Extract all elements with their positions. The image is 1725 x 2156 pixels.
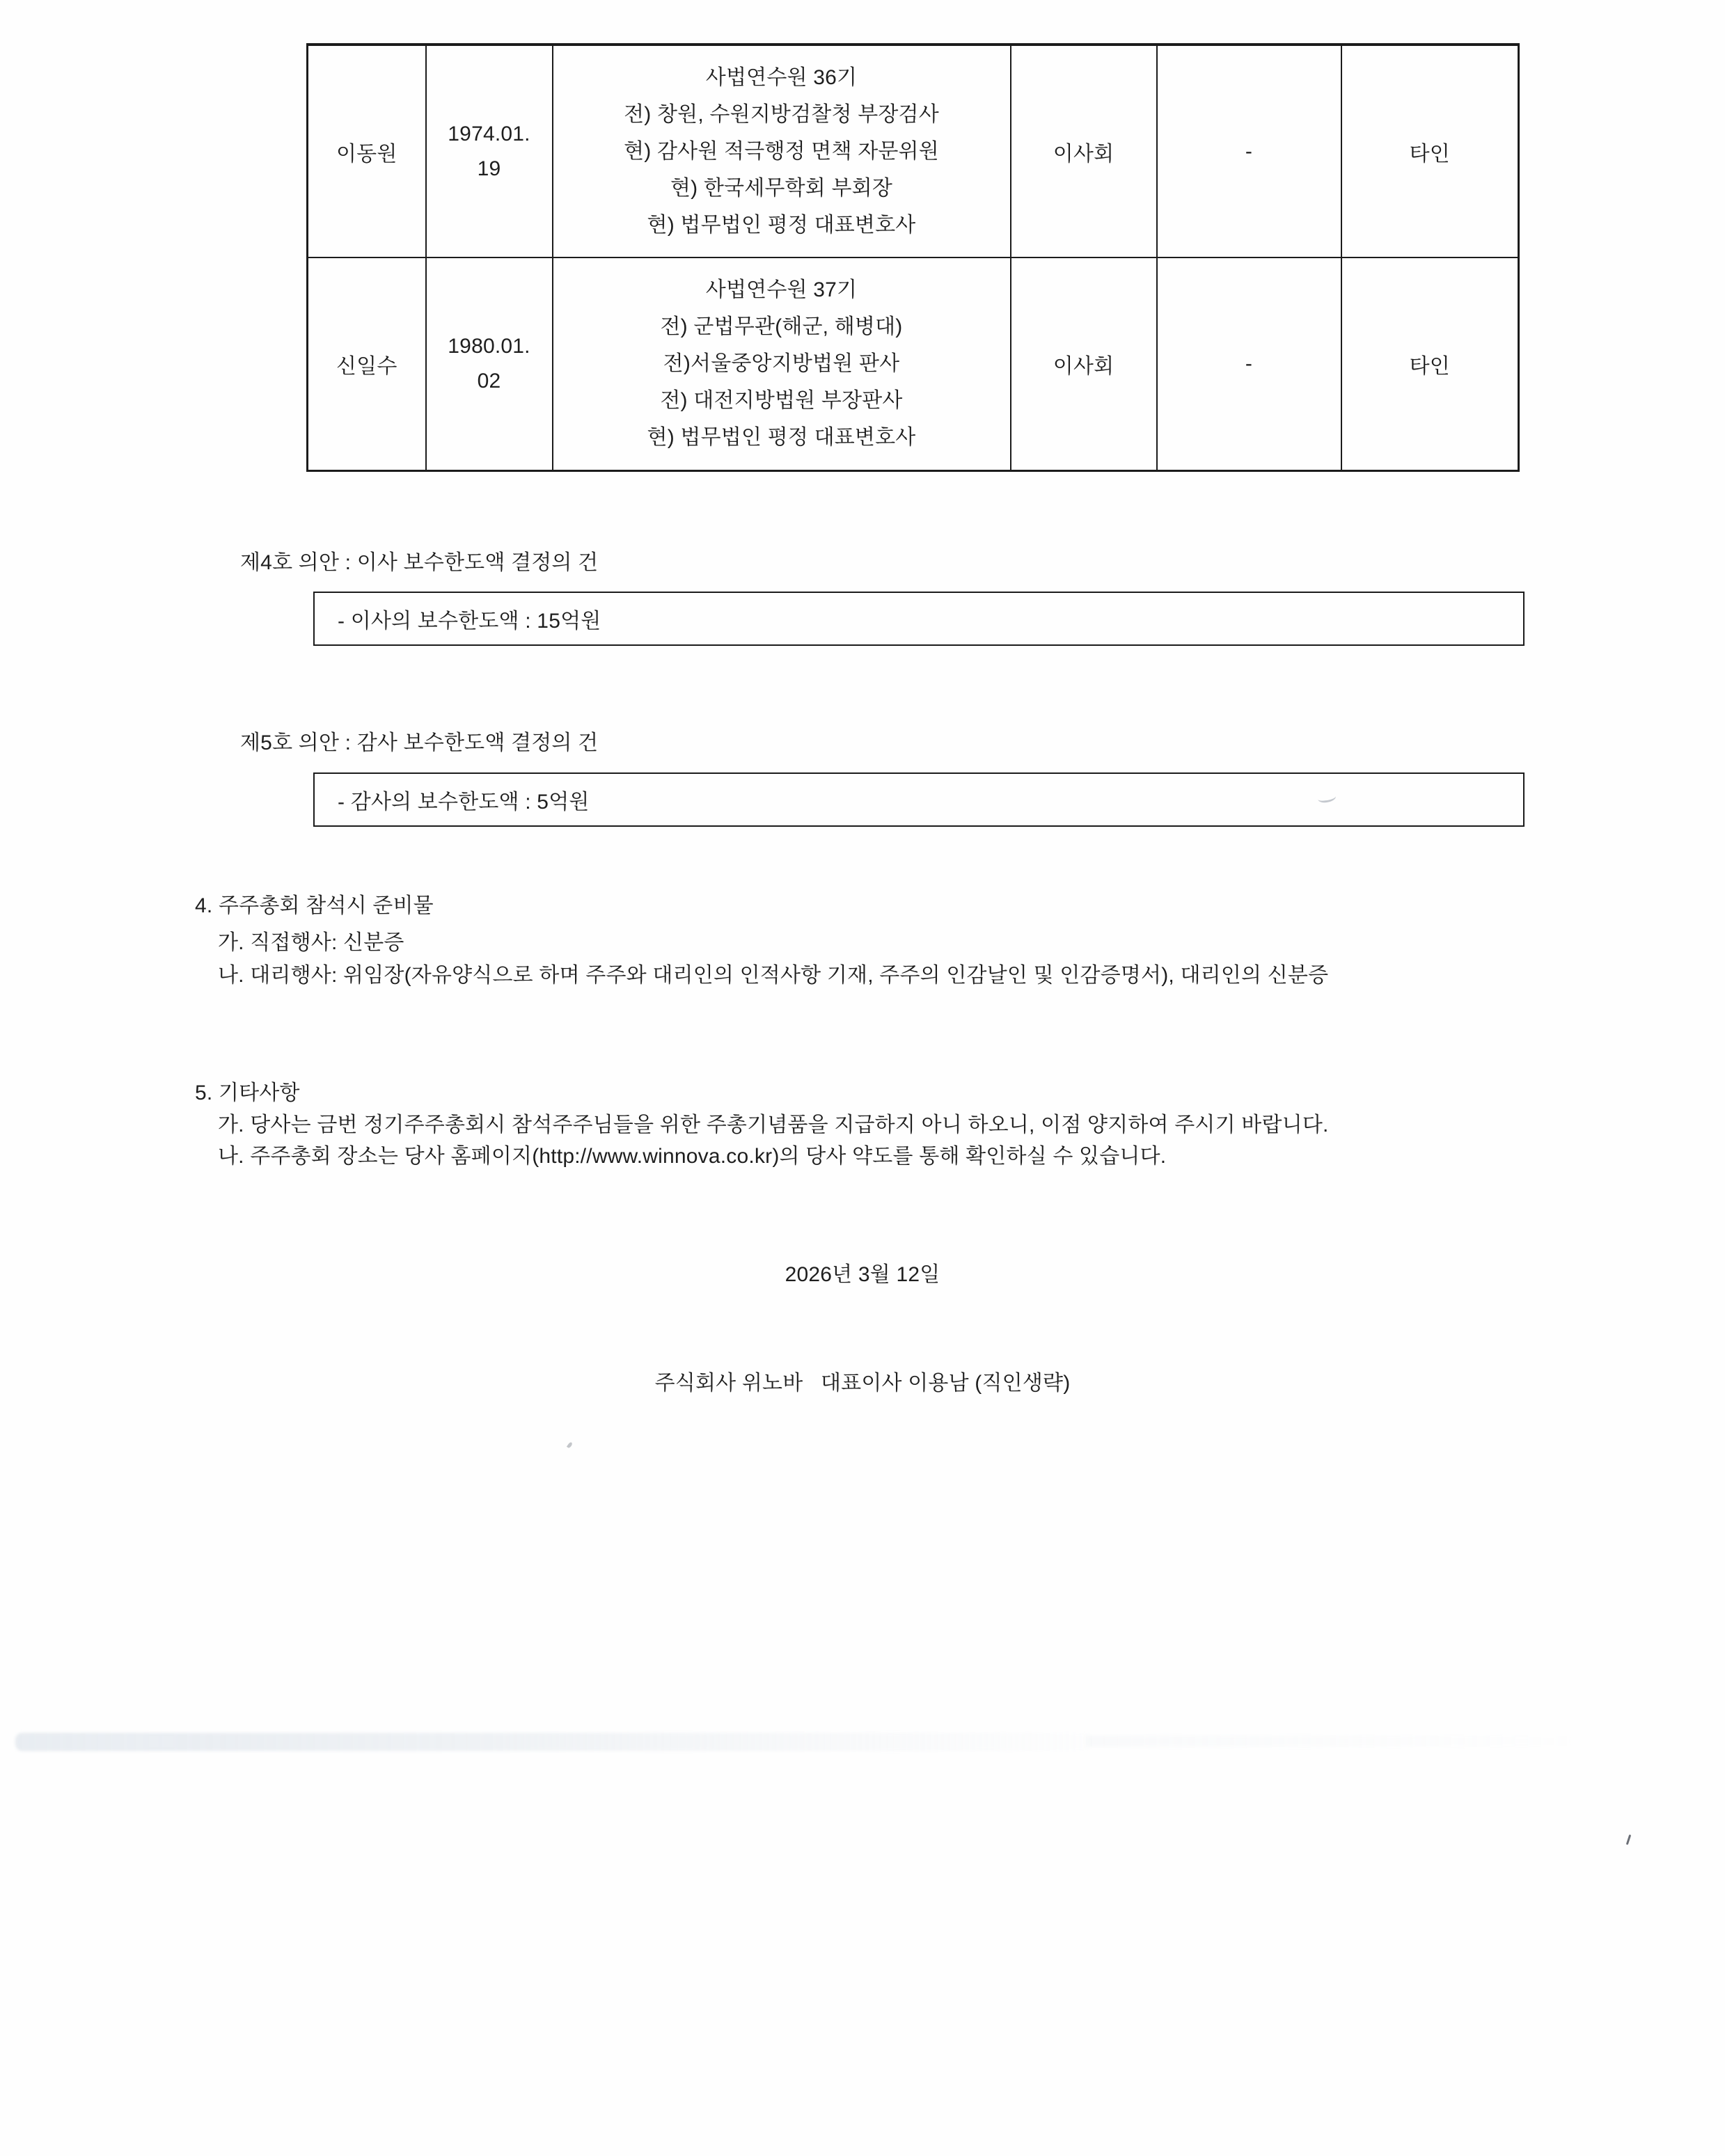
career-line: 현) 법무법인 평정 대표변호사 [647,426,916,450]
candidate-birthdate [426,257,553,470]
officer-candidates-table [306,43,1520,472]
career-line: 전) 대전지방법원 부장판사 [660,389,903,413]
scan-artifact-band-tail [1086,1736,1573,1747]
agenda-4-detail-box [313,592,1525,646]
career-line: 전)서울중앙지방법원 판사 [663,352,900,376]
document-date: 2026년 3월 12일 [785,1263,940,1286]
agenda-5-detail-box [313,772,1525,827]
relation-cell: 타인 [1341,45,1519,257]
candidate-birthdate [426,45,553,257]
agenda-4-title: 제4호 의안 : 이사 보수한도액 결정의 건 [240,551,599,574]
candidate-career [553,257,1011,470]
officer-row-1 [308,45,1519,257]
section-4-item-proxy: 나. 대리행사: 위임장(자유양식으로 하며 주주와 대리인의 인적사항 기재, 주주의 인감날인 및 인감증명서), 대리인의 신분증 [218,964,1329,987]
scan-artifact-band [15,1733,1091,1751]
career-line: 전) 창원, 수원지방검찰청 부장검사 [624,103,939,126]
agenda-5-detail-text: - 감사의 보수한도액 : 5억원 [338,791,590,814]
section-5-item-souvenir: 가. 당사는 금번 정기주주총회시 참석주주님들을 위한 주총기념품을 지급하지 아니 하오니, 이점 양지하여 주시기 바랍니다. [218,1113,1329,1136]
career-line: 현) 감사원 적극행정 면책 자문위원 [624,140,939,163]
birthdate-line-2: 19 [477,157,501,180]
recommender-cell: 이사회 [1011,257,1157,470]
section-4-title: 4. 주주총회 참석시 준비물 [195,894,434,917]
signature-line: 주식회사 위노바 대표이사 이용남 (직인생략) [654,1372,1071,1395]
career-line: 사법연수원 37기 [705,278,858,302]
birthdate-line-1: 1974.01. [448,122,530,145]
career-line: 사법연수원 36기 [705,66,858,89]
career-line: 현) 법무법인 평정 대표변호사 [647,214,916,237]
scan-artifact-apostrophe [1626,1834,1631,1845]
agenda-4-detail-text: - 이사의 보수한도액 : 15억원 [338,610,601,633]
relation-cell: 타인 [1341,257,1519,470]
recommender-cell: 이사회 [1011,45,1157,257]
agenda-5-title: 제5호 의안 : 감사 보수한도액 결정의 건 [240,731,599,754]
officer-row-2 [308,257,1519,470]
section-4-item-direct: 가. 직접행사: 신분증 [218,931,404,954]
transaction-cell: - [1157,45,1341,257]
candidate-career [553,45,1011,257]
section-5-title: 5. 기타사항 [195,1081,300,1104]
transaction-cell: - [1157,257,1341,470]
candidate-name: 이동원 [308,45,426,257]
birthdate-line-2: 02 [477,369,501,393]
section-5-item-website: 나. 주주총회 장소는 당사 홈페이지(http://www.winnova.co.kr)의 당사 약도를 통해 확인하실 수 있습니다. [218,1145,1167,1168]
career-line: 전) 군법무관(해군, 해병대) [660,315,903,339]
career-line: 현) 한국세무학회 부회장 [670,177,893,200]
birthdate-line-1: 1980.01. [448,334,530,358]
candidate-name: 신일수 [308,257,426,470]
scan-artifact-speck [567,1441,573,1448]
